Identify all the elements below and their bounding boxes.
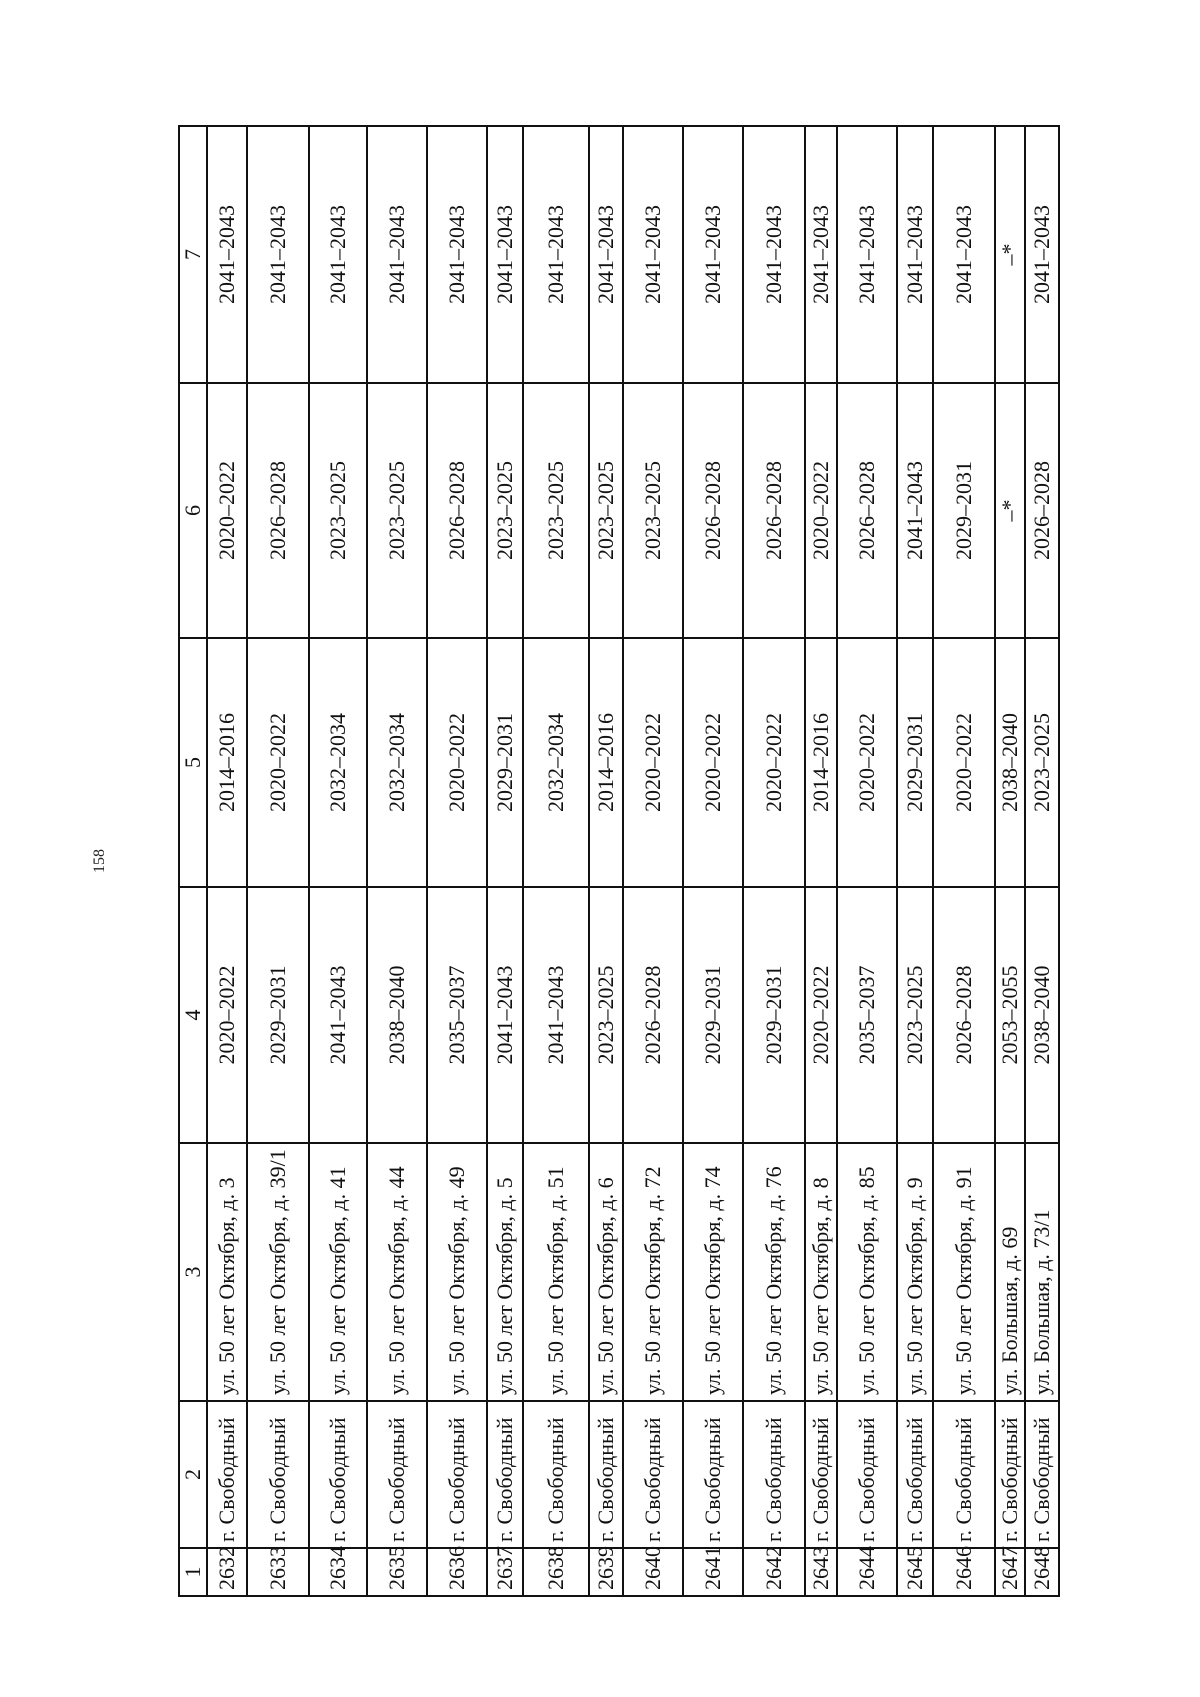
table-row — [247, 126, 309, 1596]
cell-address: ул. 50 лет Октября, д. 6 — [589, 1143, 623, 1401]
cell-number: 2643 — [805, 1548, 837, 1596]
cell-period-6: 2026–2028 — [427, 383, 487, 638]
header-cell: 5 — [179, 638, 207, 887]
cell-number: 2638 — [523, 1548, 589, 1596]
cell-period-4: 2038–2040 — [1025, 887, 1059, 1143]
cell-number: 2640 — [623, 1548, 683, 1596]
cell-address: ул. 50 лет Октября, д. 76 — [743, 1143, 805, 1401]
cell-number: 2644 — [837, 1548, 897, 1596]
cell-period-6: 2026–2028 — [743, 383, 805, 638]
cell-period-7: 2041–2043 — [805, 126, 837, 383]
cell-period-4: 2041–2043 — [523, 887, 589, 1143]
cell-address: ул. 50 лет Октября, д. 9 — [897, 1143, 933, 1401]
cell-address: ул. Большая, д. 73/1 — [1025, 1143, 1059, 1401]
cell-period-5: 2020–2022 — [933, 638, 995, 887]
cell-period-7: 2041–2043 — [897, 126, 933, 383]
cell-period-5: 2032–2034 — [523, 638, 589, 887]
cell-period-6: 2023–2025 — [623, 383, 683, 638]
cell-period-7: 2041–2043 — [623, 126, 683, 383]
cell-period-4: 2023–2025 — [897, 887, 933, 1143]
cell-period-4: 2020–2022 — [805, 887, 837, 1143]
cell-period-6: 2026–2028 — [1025, 383, 1059, 638]
header-cell: 3 — [179, 1143, 207, 1401]
table-row — [309, 126, 367, 1596]
table-row — [367, 126, 427, 1596]
cell-period-7: 2041–2043 — [523, 126, 589, 383]
cell-period-7: 2041–2043 — [367, 126, 427, 383]
cell-address: ул. 50 лет Октября, д. 5 — [487, 1143, 523, 1401]
cell-period-6: 2023–2025 — [589, 383, 623, 638]
cell-city: г. Свободный — [309, 1401, 367, 1548]
cell-address: ул. 50 лет Октября, д. 3 — [207, 1143, 247, 1401]
cell-period-4: 2026–2028 — [623, 887, 683, 1143]
cell-number: 2632 — [207, 1548, 247, 1596]
cell-period-4: 2026–2028 — [933, 887, 995, 1143]
cell-period-5: 2020–2022 — [623, 638, 683, 887]
cell-period-7: 2041–2043 — [933, 126, 995, 383]
page-number — [88, 849, 112, 873]
cell-number: 2645 — [897, 1548, 933, 1596]
cell-period-4: 2053–2055 — [995, 887, 1025, 1143]
cell-city: г. Свободный — [427, 1401, 487, 1548]
table-row — [683, 126, 743, 1596]
cell-address: ул. 50 лет Октября, д. 72 — [623, 1143, 683, 1401]
cell-period-6: 2026–2028 — [247, 383, 309, 638]
table-row — [837, 126, 897, 1596]
cell-period-7: 2041–2043 — [837, 126, 897, 383]
cell-number: 2636 — [427, 1548, 487, 1596]
cell-city: г. Свободный — [995, 1401, 1025, 1548]
cell-period-6: 2023–2025 — [367, 383, 427, 638]
cell-number: 2641 — [683, 1548, 743, 1596]
table-row — [933, 126, 995, 1596]
cell-period-5: 2020–2022 — [837, 638, 897, 887]
cell-period-5: 2023–2025 — [1025, 638, 1059, 887]
cell-period-6: 2041–2043 — [897, 383, 933, 638]
cell-address: ул. 50 лет Октября, д. 91 — [933, 1143, 995, 1401]
cell-period-7: 2041–2043 — [589, 126, 623, 383]
cell-period-7: –* — [995, 126, 1025, 383]
cell-period-6: –* — [995, 383, 1025, 638]
cell-period-4: 2035–2037 — [427, 887, 487, 1143]
cell-period-4: 2035–2037 — [837, 887, 897, 1143]
cell-city: г. Свободный — [805, 1401, 837, 1548]
cell-period-4: 2029–2031 — [743, 887, 805, 1143]
cell-period-5: 2014–2016 — [805, 638, 837, 887]
cell-period-5: 2014–2016 — [589, 638, 623, 887]
cell-number: 2647 — [995, 1548, 1025, 1596]
header-row — [179, 126, 207, 1596]
cell-address: ул. 50 лет Октября, д. 74 — [683, 1143, 743, 1401]
cell-period-5: 2014–2016 — [207, 638, 247, 887]
table-row — [1025, 126, 1059, 1596]
cell-address: ул. 50 лет Октября, д. 85 — [837, 1143, 897, 1401]
cell-period-7: 2041–2043 — [247, 126, 309, 383]
cell-city: г. Свободный — [933, 1401, 995, 1548]
cell-period-5: 2038–2040 — [995, 638, 1025, 887]
cell-number: 2642 — [743, 1548, 805, 1596]
table-row — [589, 126, 623, 1596]
page-number-text: 158 — [91, 849, 108, 873]
cell-city: г. Свободный — [837, 1401, 897, 1548]
table-row — [897, 126, 933, 1596]
cell-number: 2633 — [247, 1548, 309, 1596]
cell-address: ул. 50 лет Октября, д. 39/1 — [247, 1143, 309, 1401]
cell-period-6: 2029–2031 — [933, 383, 995, 638]
header-cell: 4 — [179, 887, 207, 1143]
cell-address: ул. 50 лет Октября, д. 49 — [427, 1143, 487, 1401]
cell-address: ул. Большая, д. 69 — [995, 1143, 1025, 1401]
cell-period-7: 2041–2043 — [427, 126, 487, 383]
table-row — [743, 126, 805, 1596]
cell-period-7: 2041–2043 — [1025, 126, 1059, 383]
cell-period-6: 2023–2025 — [487, 383, 523, 638]
cell-period-4: 2020–2022 — [207, 887, 247, 1143]
data-table — [178, 125, 1060, 1597]
table-row — [523, 126, 589, 1596]
table-row — [805, 126, 837, 1596]
cell-period-6: 2023–2025 — [309, 383, 367, 638]
cell-address: ул. 50 лет Октября, д. 8 — [805, 1143, 837, 1401]
cell-city: г. Свободный — [897, 1401, 933, 1548]
table-row — [623, 126, 683, 1596]
cell-period-5: 2032–2034 — [309, 638, 367, 887]
cell-period-4: 2023–2025 — [589, 887, 623, 1143]
cell-period-4: 2029–2031 — [247, 887, 309, 1143]
cell-address: ул. 50 лет Октября, д. 44 — [367, 1143, 427, 1401]
cell-address: ул. 50 лет Октября, д. 41 — [309, 1143, 367, 1401]
cell-period-5: 2020–2022 — [247, 638, 309, 887]
table-row — [995, 126, 1025, 1596]
cell-period-6: 2023–2025 — [523, 383, 589, 638]
cell-period-7: 2041–2043 — [309, 126, 367, 383]
cell-city: г. Свободный — [207, 1401, 247, 1548]
cell-period-6: 2020–2022 — [207, 383, 247, 638]
cell-period-6: 2020–2022 — [805, 383, 837, 638]
cell-period-7: 2041–2043 — [683, 126, 743, 383]
cell-number: 2637 — [487, 1548, 523, 1596]
cell-number: 2646 — [933, 1548, 995, 1596]
cell-period-7: 2041–2043 — [207, 126, 247, 383]
cell-city: г. Свободный — [487, 1401, 523, 1548]
cell-period-5: 2029–2031 — [487, 638, 523, 887]
cell-city: г. Свободный — [1025, 1401, 1059, 1548]
cell-city: г. Свободный — [743, 1401, 805, 1548]
cell-period-4: 2038–2040 — [367, 887, 427, 1143]
cell-period-7: 2041–2043 — [487, 126, 523, 383]
cell-number: 2648 — [1025, 1548, 1059, 1596]
cell-period-5: 2020–2022 — [427, 638, 487, 887]
table-container — [178, 127, 1060, 1597]
cell-period-7: 2041–2043 — [743, 126, 805, 383]
cell-period-5: 2032–2034 — [367, 638, 427, 887]
header-cell: 1 — [179, 1548, 207, 1596]
cell-period-4: 2041–2043 — [487, 887, 523, 1143]
cell-city: г. Свободный — [623, 1401, 683, 1548]
cell-period-4: 2041–2043 — [309, 887, 367, 1143]
cell-period-5: 2020–2022 — [743, 638, 805, 887]
table-row — [427, 126, 487, 1596]
cell-number: 2635 — [367, 1548, 427, 1596]
cell-period-6: 2026–2028 — [837, 383, 897, 638]
cell-period-5: 2029–2031 — [897, 638, 933, 887]
cell-address: ул. 50 лет Октября, д. 51 — [523, 1143, 589, 1401]
cell-city: г. Свободный — [247, 1401, 309, 1548]
cell-city: г. Свободный — [523, 1401, 589, 1548]
cell-period-4: 2029–2031 — [683, 887, 743, 1143]
cell-number: 2639 — [589, 1548, 623, 1596]
cell-city: г. Свободный — [589, 1401, 623, 1548]
cell-period-5: 2020–2022 — [683, 638, 743, 887]
cell-period-6: 2026–2028 — [683, 383, 743, 638]
header-cell: 6 — [179, 383, 207, 638]
cell-number: 2634 — [309, 1548, 367, 1596]
cell-city: г. Свободный — [367, 1401, 427, 1548]
cell-city: г. Свободный — [683, 1401, 743, 1548]
header-cell: 2 — [179, 1401, 207, 1548]
table-row — [487, 126, 523, 1596]
table-row — [207, 126, 247, 1596]
header-cell: 7 — [179, 126, 207, 383]
